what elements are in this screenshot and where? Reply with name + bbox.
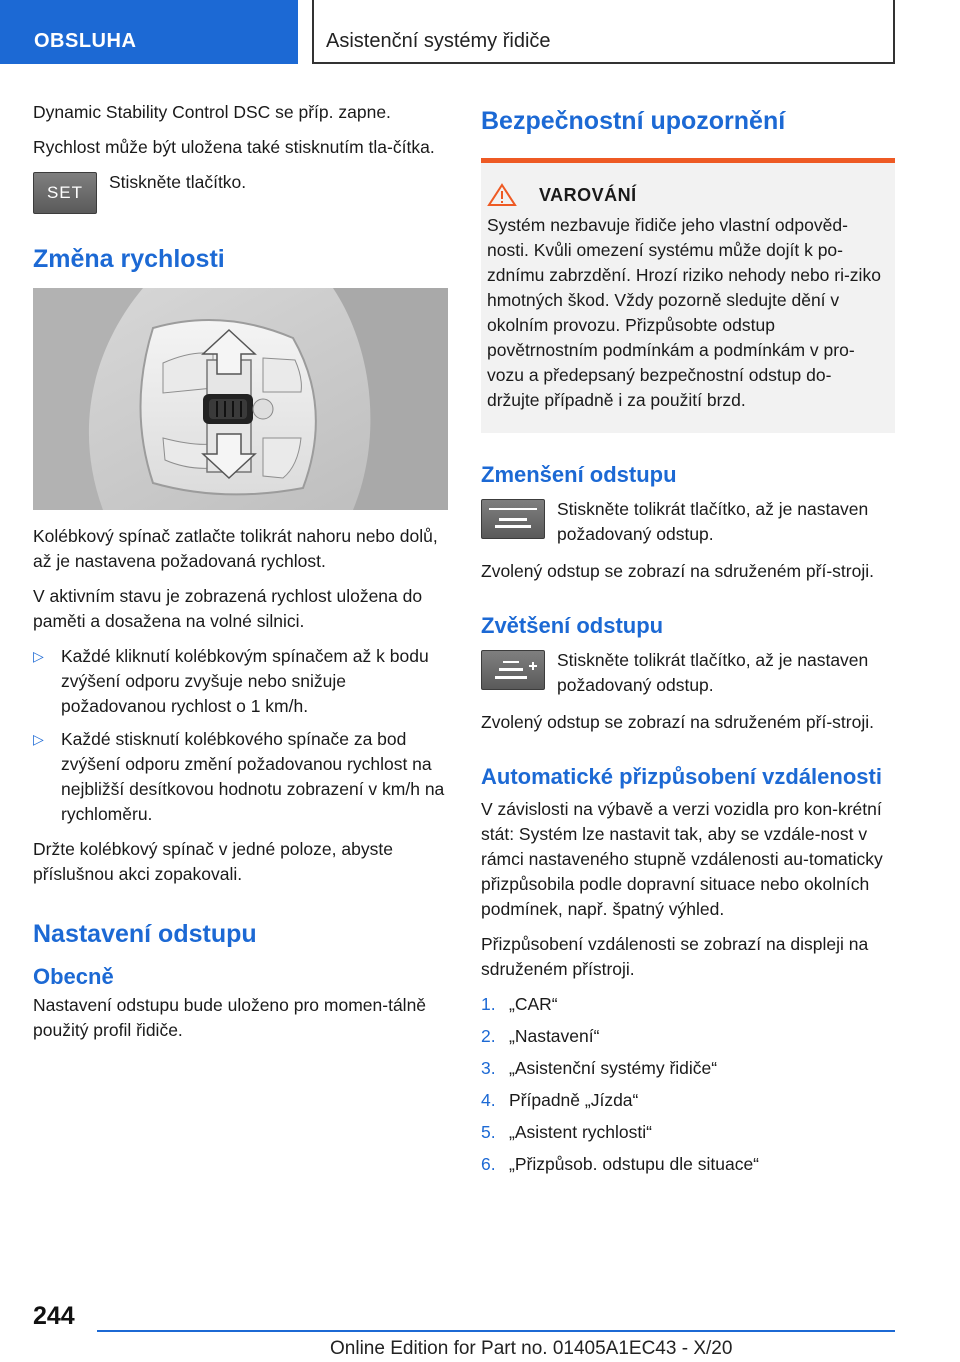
warning-text: Systém nezbavuje řidiče jeho vlastní odpověd-nosti. Kvůli omezení systému může dojít k po-zdnímu zabrzdění. Hrozí riziko nehody nebo ri-ziko hmotných škod. Vždy pozorně sledujte dění v okolním provozu. Přizpůsobte odstup povětrnostním podmínkám a podmínkám v pro-vozu a předepsaný bezpečnostní odstup do-držujte případně i za použití brzd. (487, 215, 881, 410)
step-text: „Asistent rychlosti“ (509, 1122, 652, 1142)
step-number: 5. (481, 1122, 496, 1142)
list-item (481, 1056, 895, 1081)
list-item (481, 1024, 895, 1049)
section-tab: OBSLUHA (0, 0, 298, 64)
paragraph-dsc: Dynamic Stability Control DSC se příp. zapne. (33, 102, 391, 122)
paragraph-auto-2: Přizpůsobení vzdálenosti se zobrazí na displeji na sdruženém přístroji. (481, 934, 869, 979)
step-number: 4. (481, 1090, 496, 1110)
increase-row (481, 648, 895, 698)
increase-distance-icon (481, 650, 545, 690)
distance-bars-plus-icon (485, 655, 541, 685)
triangle-bullet-icon: ▷ (33, 731, 44, 747)
step-number: 2. (481, 1026, 496, 1046)
step-text: Případně „Jízda“ (509, 1090, 639, 1110)
set-button-row (33, 170, 448, 214)
step-text: „Asistenční systémy řidiče“ (509, 1058, 718, 1078)
step-text: „Přizpůsob. odstupu dle situace“ (509, 1154, 759, 1174)
distance-bars-icon (485, 504, 541, 534)
chapter-title: Asistenční systémy řidiče (312, 0, 895, 64)
triangle-bullet-icon: ▷ (33, 648, 44, 664)
bullet-text: Každé stisknutí kolébkového spínače za bod zvýšení odporu změní požadovanou rychlost na nejbližší desítkovou hodnotu zobrazení v km/h na rychloměru. (61, 729, 445, 824)
heading-general: Obecně (33, 964, 114, 989)
increase-note: Zvolený odstup se zobrazí na sdruženém pří-stroji. (481, 712, 874, 732)
heading-safety: Bezpečnostní upozornění (481, 107, 786, 135)
paragraph-auto-1: V závislosti na výbavě a verzi vozidla pro kon-krétní stát: Systém lze nastavit tak, aby se vzdále-nost v rámci nastaveného stupně vzdálenosti au-tomaticky přizpůsobila podle dopravní situace nebo okolních podmínek, např. špatný výhled. (481, 799, 883, 919)
list-item (481, 1120, 895, 1145)
decrease-note: Zvolený odstup se zobrazí na sdruženém pří-stroji. (481, 561, 874, 581)
increase-text: Stiskněte tolikrát tlačítko, až je nastaven požadovaný odstup. (557, 650, 869, 695)
set-button-icon-label: SET (46, 183, 84, 202)
paragraph-rocker: Kolébkový spínač zatlačte tolikrát nahoru nebo dolů, až je nastavena požadovaná rychlost. (33, 526, 438, 571)
heading-auto-distance: Automatické přizpůsobení vzdálenosti (481, 764, 882, 789)
warning-header (487, 183, 881, 207)
step-number: 1. (481, 994, 496, 1014)
heading-distance-setting: Nastavení odstupu (33, 920, 257, 948)
heading-speed-change: Změna rychlosti (33, 245, 225, 273)
set-button-icon (33, 172, 97, 214)
list-item (481, 992, 895, 1017)
list-item (33, 644, 448, 719)
step-number: 3. (481, 1058, 496, 1078)
warning-box (481, 158, 895, 433)
warning-triangle-icon (487, 183, 517, 207)
heading-increase-distance: Zvětšení odstupu (481, 613, 664, 638)
decrease-row (481, 497, 895, 547)
paragraph-active-state: V aktivním stavu je zobrazená rychlost uložena do paměti a dosažena na volné silnici. (33, 586, 423, 631)
step-text: „Nastavení“ (509, 1026, 600, 1046)
warning-label: VAROVÁNÍ (539, 184, 637, 205)
paragraph-store-speed: Rychlost může být uložena také stisknutím tla-čítka. (33, 137, 435, 157)
list-item (33, 727, 448, 827)
speed-bullets (33, 644, 448, 827)
footer-divider (97, 1330, 895, 1332)
left-column (33, 100, 448, 1053)
list-item (481, 1152, 895, 1177)
paragraph-profile: Nastavení odstupu bude uloženo pro momen-tálně použitý profil řidiče. (33, 995, 427, 1040)
decrease-text: Stiskněte tolikrát tlačítko, až je nastaven požadovaný odstup. (557, 499, 869, 544)
page-number: 244 (33, 1302, 75, 1330)
rocker-switch-image (33, 288, 448, 510)
set-button-text: Stiskněte tlačítko. (109, 172, 247, 192)
right-column (481, 100, 895, 1184)
heading-decrease-distance: Zmenšení odstupu (481, 462, 677, 487)
footer-edition: Online Edition for Part no. 01405A1EC43 - X/20 (330, 1338, 733, 1359)
step-text: „CAR“ (509, 994, 558, 1014)
list-item (481, 1088, 895, 1113)
menu-steps (481, 992, 895, 1177)
bullet-text: Každé kliknutí kolébkovým spínačem až k bodu zvýšení odporu zvyšuje nebo snižuje požadovanou rychlost o 1 km/h. (61, 646, 429, 716)
step-number: 6. (481, 1154, 496, 1174)
paragraph-hold: Držte kolébkový spínač v jedné poloze, abyste příslušnou akci zopakovali. (33, 839, 393, 884)
decrease-distance-icon (481, 499, 545, 539)
